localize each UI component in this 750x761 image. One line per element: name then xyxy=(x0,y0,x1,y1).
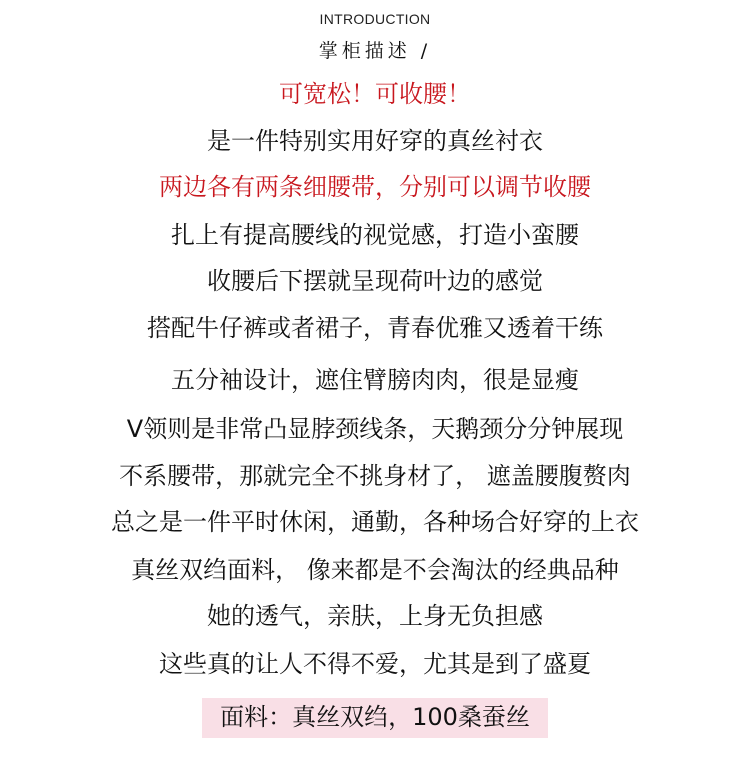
description-line: 她的透气，亲肤，上身无负担感 xyxy=(207,602,543,630)
fabric-highlight: 面料：真丝双绉，100桑蚕丝 xyxy=(202,698,548,738)
description-line-waistband: 两边各有两条细腰带，分别可以调节收腰 xyxy=(159,173,591,201)
description-line: V领则是非常凸显脖颈线条，天鹅颈分分钟展现 xyxy=(126,415,624,443)
description-line: 真丝双绉面料， 像来都是不会淘汰的经典品种 xyxy=(131,556,619,584)
description-line: 这些真的让人不得不爱，尤其是到了盛夏 xyxy=(159,650,591,678)
description-line: 总之是一件平时休闲，通勤，各种场合好穿的上衣 xyxy=(111,508,639,536)
description-line-headline: 可宽松！可收腰！ xyxy=(279,80,471,108)
description-line: 搭配牛仔裤或者裙子，青春优雅又透着干练 xyxy=(147,314,603,342)
section-title-chinese: 掌柜描述 / xyxy=(318,40,432,62)
description-line: 收腰后下摆就呈现荷叶边的感觉 xyxy=(207,267,543,295)
section-title-english: INTRODUCTION xyxy=(319,11,431,27)
description-line: 不系腰带，那就完全不挑身材了， 遮盖腰腹赘肉 xyxy=(119,462,631,490)
description-line: 五分袖设计，遮住臂膀肉肉，很是显瘦 xyxy=(171,366,579,394)
fabric-line xyxy=(0,698,750,738)
description-line: 是一件特别实用好穿的真丝衬衣 xyxy=(207,127,543,155)
description-line: 扎上有提高腰线的视觉感，打造小蛮腰 xyxy=(171,221,579,249)
